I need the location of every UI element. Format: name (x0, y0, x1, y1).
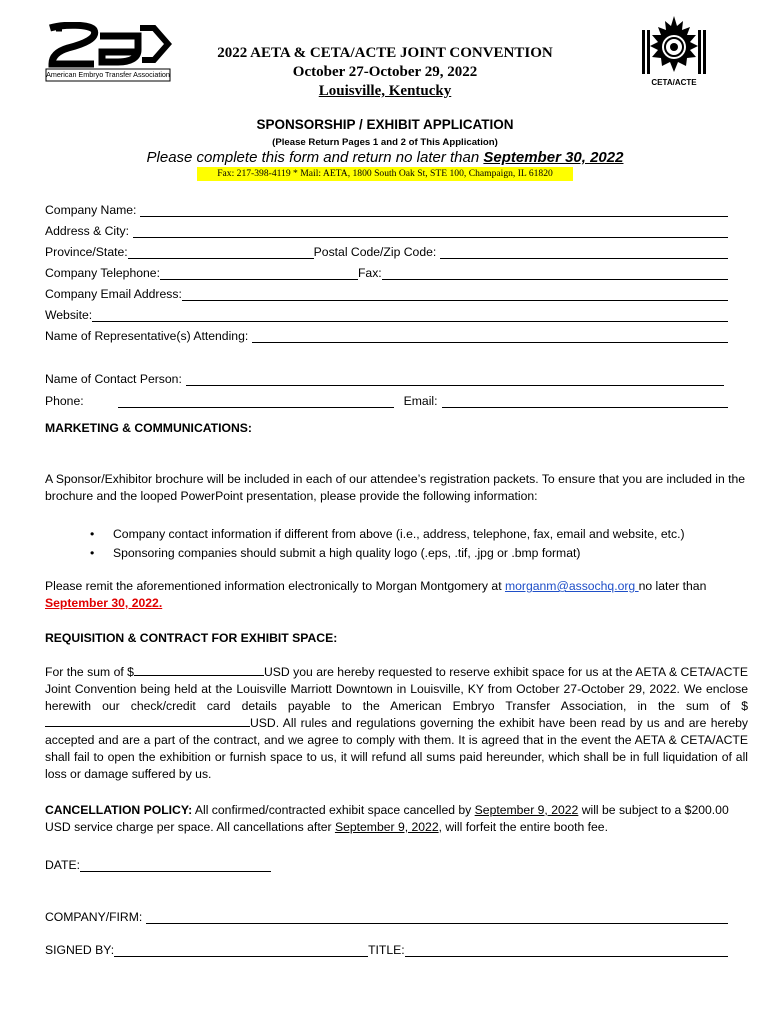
cancellation-date-1: September 9, 2022 (474, 803, 579, 817)
title-field[interactable] (405, 944, 728, 957)
contract-heading: REQUISITION & CONTRACT FOR EXHIBIT SPACE: (45, 631, 338, 645)
remit-deadline: September 30, 2022. (45, 596, 163, 610)
company-firm-label: COMPANY/FIRM: (45, 910, 143, 924)
ceta-acte-logo-text: CETA/ACTE (651, 78, 697, 87)
remit-paragraph (45, 578, 748, 612)
marketing-body: A Sponsor/Exhibitor brochure will be included in each of our attendee’s registration packets. To ensure that you are included in the brochure and the looped PowerPoint presentation, please provide the following information: (45, 472, 746, 503)
cancellation-paragraph (45, 802, 748, 836)
remit-email-link[interactable]: morganm@assochq.org (504, 579, 639, 593)
contract-text-3: USD. All rules and regulations governing the exhibit have been read by us and are hereby accepted and are a part of the contract, and we agree to comply with them. It is agreed that in the event the AETA & CETA/ACTE shall fail to open the exhibition or furnish space to us, it will refund all sums paid hereunder, which shall be in full liquidation of all loss or damage suffered by us. (45, 716, 748, 781)
form-heading: SPONSORSHIP / EXHIBIT APPLICATION (256, 117, 514, 132)
aeta-logo-text: American Embryo Transfer Association (46, 70, 170, 79)
email-field[interactable] (442, 395, 728, 408)
company-name-row (45, 201, 728, 217)
signed-by-row (45, 941, 728, 957)
contract-text-2: USD you are hereby requested to reserve exhibit space for us at the AETA & CETA/ACTE Joint Convention being held at the Louisville Marriott Downtown in Louisville, KY from October 27-October 29, 2022. We enclose herewith our check/credit card details payable to the American Embryo Transfer Association, in the sum of $ (45, 665, 749, 713)
website-field[interactable] (92, 309, 728, 322)
fax-mail-info: Fax: 217-398-4119 * Mail: AETA, 1800 South Oak St, STE 100, Champaign, IL 61820 (217, 168, 553, 179)
representatives-row (45, 327, 728, 343)
company-name-label: Company Name: (45, 203, 137, 217)
exhibit-sum-field[interactable] (134, 664, 264, 676)
convention-title: 2022 AETA & CETA/ACTE JOINT CONVENTION (217, 45, 553, 61)
signed-by-field[interactable] (114, 944, 368, 957)
phone-label: Phone: (45, 394, 84, 408)
company-firm-field[interactable] (146, 911, 728, 924)
postal-zip-label: Postal Code/Zip Code: (313, 245, 437, 259)
remit-text: Please remit the aforementioned information electronically to Morgan Montgomery at (45, 579, 505, 593)
fax-label: Fax: (357, 266, 382, 280)
date-row (45, 856, 271, 872)
bullet-item: • Company contact information if different from above (i.e., address, telephone, fax, email and website, etc.) (90, 525, 685, 544)
province-state-field[interactable] (128, 246, 314, 259)
date-label: DATE: (45, 858, 80, 872)
bullet-item: • Sponsoring companies should submit a high quality logo (.eps, .tif, .jpg or .bmp format) (90, 544, 685, 563)
address-city-label: Address & City: (45, 224, 129, 238)
contract-paragraph (45, 664, 748, 783)
website-label: Website: (45, 308, 93, 322)
marketing-heading: MARKETING & COMMUNICATIONS: (45, 421, 252, 435)
convention-dates: October 27-October 29, 2022 (292, 64, 478, 80)
telephone-row (45, 264, 728, 280)
phone-field[interactable] (118, 395, 394, 408)
remit-suffix: no later than (638, 579, 707, 593)
convention-location: Louisville, Kentucky (318, 83, 452, 99)
representatives-field[interactable] (252, 330, 728, 343)
contract-text-1: For the sum of $ (45, 665, 134, 679)
address-city-field[interactable] (133, 225, 728, 238)
company-firm-row (45, 908, 728, 924)
address-row (45, 222, 728, 238)
enclosed-sum-field[interactable] (45, 715, 250, 727)
marketing-bullets (90, 525, 685, 563)
company-name-field[interactable] (140, 204, 728, 217)
company-telephone-label: Company Telephone: (45, 266, 160, 280)
company-telephone-field[interactable] (160, 267, 358, 280)
postal-zip-field[interactable] (440, 246, 728, 259)
cancellation-text-1: All confirmed/contracted exhibit space cancelled by (192, 803, 475, 817)
fax-field[interactable] (382, 267, 728, 280)
company-email-label: Company Email Address: (45, 287, 182, 301)
form-subheading: (Please Return Pages 1 and 2 of This Application) (272, 137, 498, 148)
cancellation-date-2: September 9, 2022 (334, 820, 439, 834)
form-instruction (0, 149, 770, 166)
instruction-deadline: September 30, 2022 (483, 149, 624, 166)
contact-person-label: Name of Contact Person: (45, 372, 182, 386)
cancellation-label: CANCELLATION POLICY: (45, 803, 193, 817)
signed-by-label: SIGNED BY: (45, 943, 115, 957)
contact-person-row (45, 370, 724, 386)
title-label: TITLE: (368, 943, 405, 957)
province-row (45, 243, 728, 259)
website-row (45, 306, 728, 322)
representatives-label: Name of Representative(s) Attending: (45, 329, 249, 343)
date-field[interactable] (80, 859, 271, 872)
company-email-field[interactable] (182, 288, 728, 301)
cancellation-text-2: will be subject to a $200.00 USD service charge per space. All cancellations after (45, 803, 729, 834)
phone-email-row (45, 392, 728, 408)
email-address-row (45, 285, 728, 301)
cancellation-text-3: , will forfeit the entire booth fee. (438, 820, 608, 834)
contact-person-field[interactable] (186, 373, 724, 386)
instruction-text: Please complete this form and return no later than (146, 149, 484, 166)
email-label: Email: (403, 394, 438, 408)
province-state-label: Province/State: (45, 245, 128, 259)
